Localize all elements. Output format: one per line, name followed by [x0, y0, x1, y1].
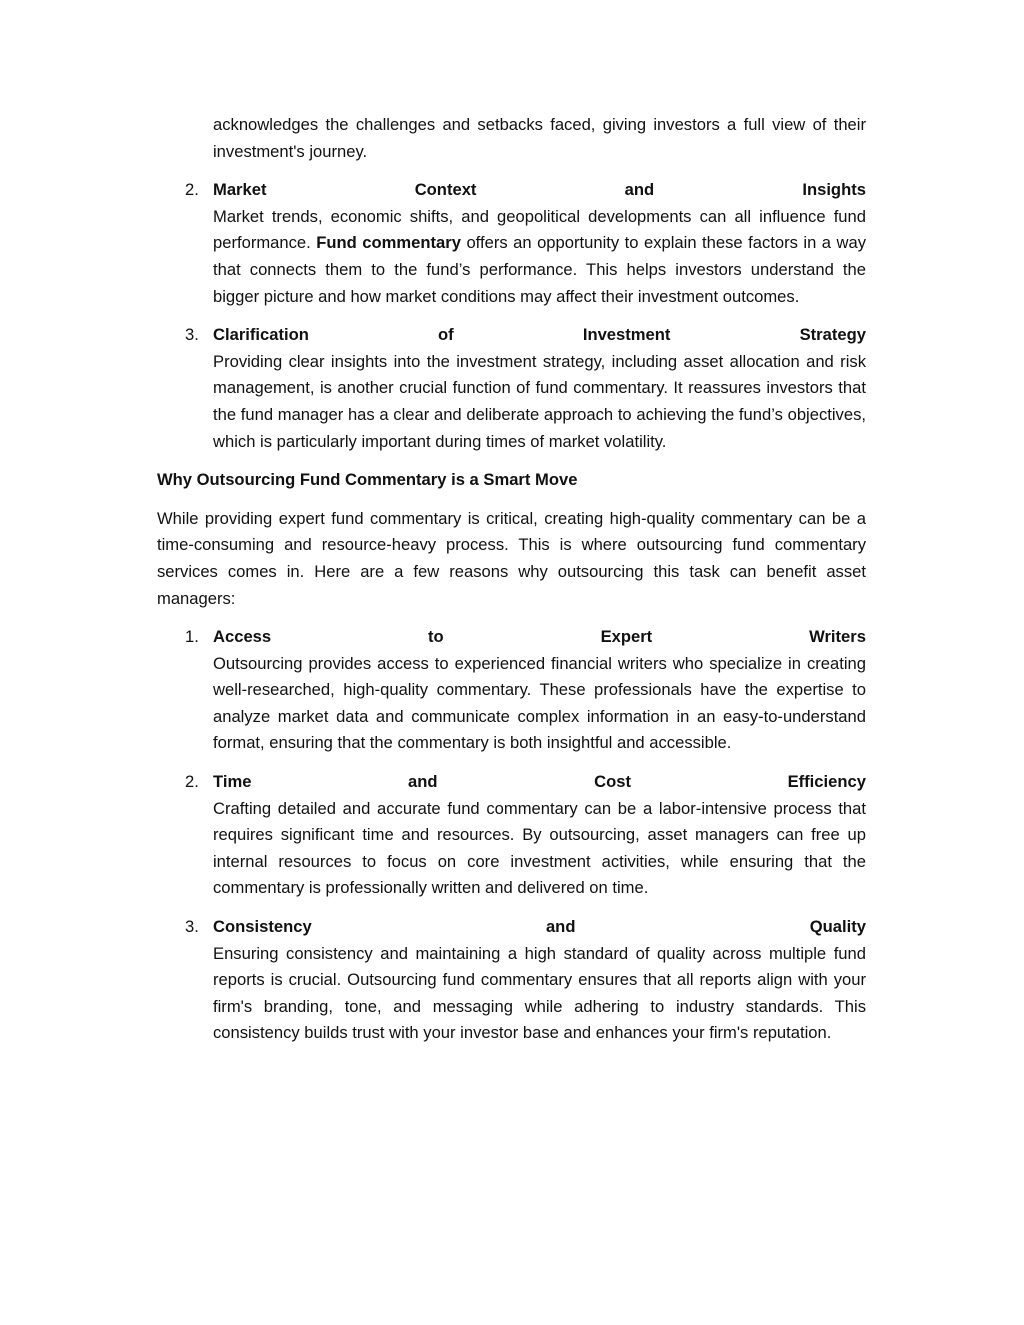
list-item	[157, 322, 866, 455]
list-item-title: Market Context and Insights	[213, 180, 866, 200]
list-item-title: Clarification of Investment Strategy	[213, 325, 866, 345]
list-number: 1.	[185, 627, 199, 647]
list-item-body: Crafting detailed and accurate fund commentary can be a labor-intensive process that requires significant time and resources. By outsourcing, asset managers can free up internal resources to focus on core investment activities, while ensuring that the commentary is professionally written and delivered on time.	[213, 798, 866, 898]
section-paragraph: While providing expert fund commentary is critical, creating high-quality commentary can be a time-consuming and resource-heavy process. This is where outsourcing fund commentary services comes in. Here are a few reasons why outsourcing this task can benefit asset managers:	[157, 508, 866, 608]
reasons-list	[157, 624, 866, 1047]
list-number: 3.	[185, 325, 199, 345]
intro-continuation: acknowledges the challenges and setbacks faced, giving investors a full view of their investment's journey.	[213, 115, 866, 161]
list-item-body: Providing clear insights into the investment strategy, including asset allocation and risk management, is another crucial function of fund commentary. It reassures investors that the fund manager has a clear and deliberate approach to achieving the fund’s objectives, which is particularly important during times of market volatility.	[213, 351, 866, 451]
list-item	[157, 769, 866, 902]
list-item-body: Outsourcing provides access to experienced financial writers who specialize in creating well-researched, high-quality commentary. These professionals have the expertise to analyze market data and communicate complex information in an easy-to-understand format, ensuring that the commentary is both insightful and accessible.	[213, 653, 866, 753]
list-item-title: Time and Cost Efficiency	[213, 772, 866, 792]
list-item-title: Consistency and Quality	[213, 917, 866, 937]
section-heading: Why Outsourcing Fund Commentary is a Smart Move	[157, 470, 578, 490]
list-item-title: Access to Expert Writers	[213, 627, 866, 647]
list-item-body: Market trends, economic shifts, and geopolitical developments can all influence fund performance. Fund commentary offers an opportunity to explain these factors in a way that connects them to the fund’s performance. This helps investors understand the bigger picture and how market conditions may affect their investment outcomes.	[213, 206, 866, 306]
list-number: 2.	[185, 180, 199, 200]
list-number: 2.	[185, 772, 199, 792]
list-item	[157, 177, 866, 310]
list-number: 3.	[185, 917, 199, 937]
list-item	[157, 624, 866, 757]
benefits-list	[157, 177, 866, 455]
document-page	[157, 112, 866, 1059]
list-item	[157, 914, 866, 1047]
list-item-body: Ensuring consistency and maintaining a high standard of quality across multiple fund reports is crucial. Outsourcing fund commentary ensures that all reports align with your firm's branding, tone, and messaging while adhering to industry standards. This consistency builds trust with your investor base and enhances your firm's reputation.	[213, 943, 866, 1043]
